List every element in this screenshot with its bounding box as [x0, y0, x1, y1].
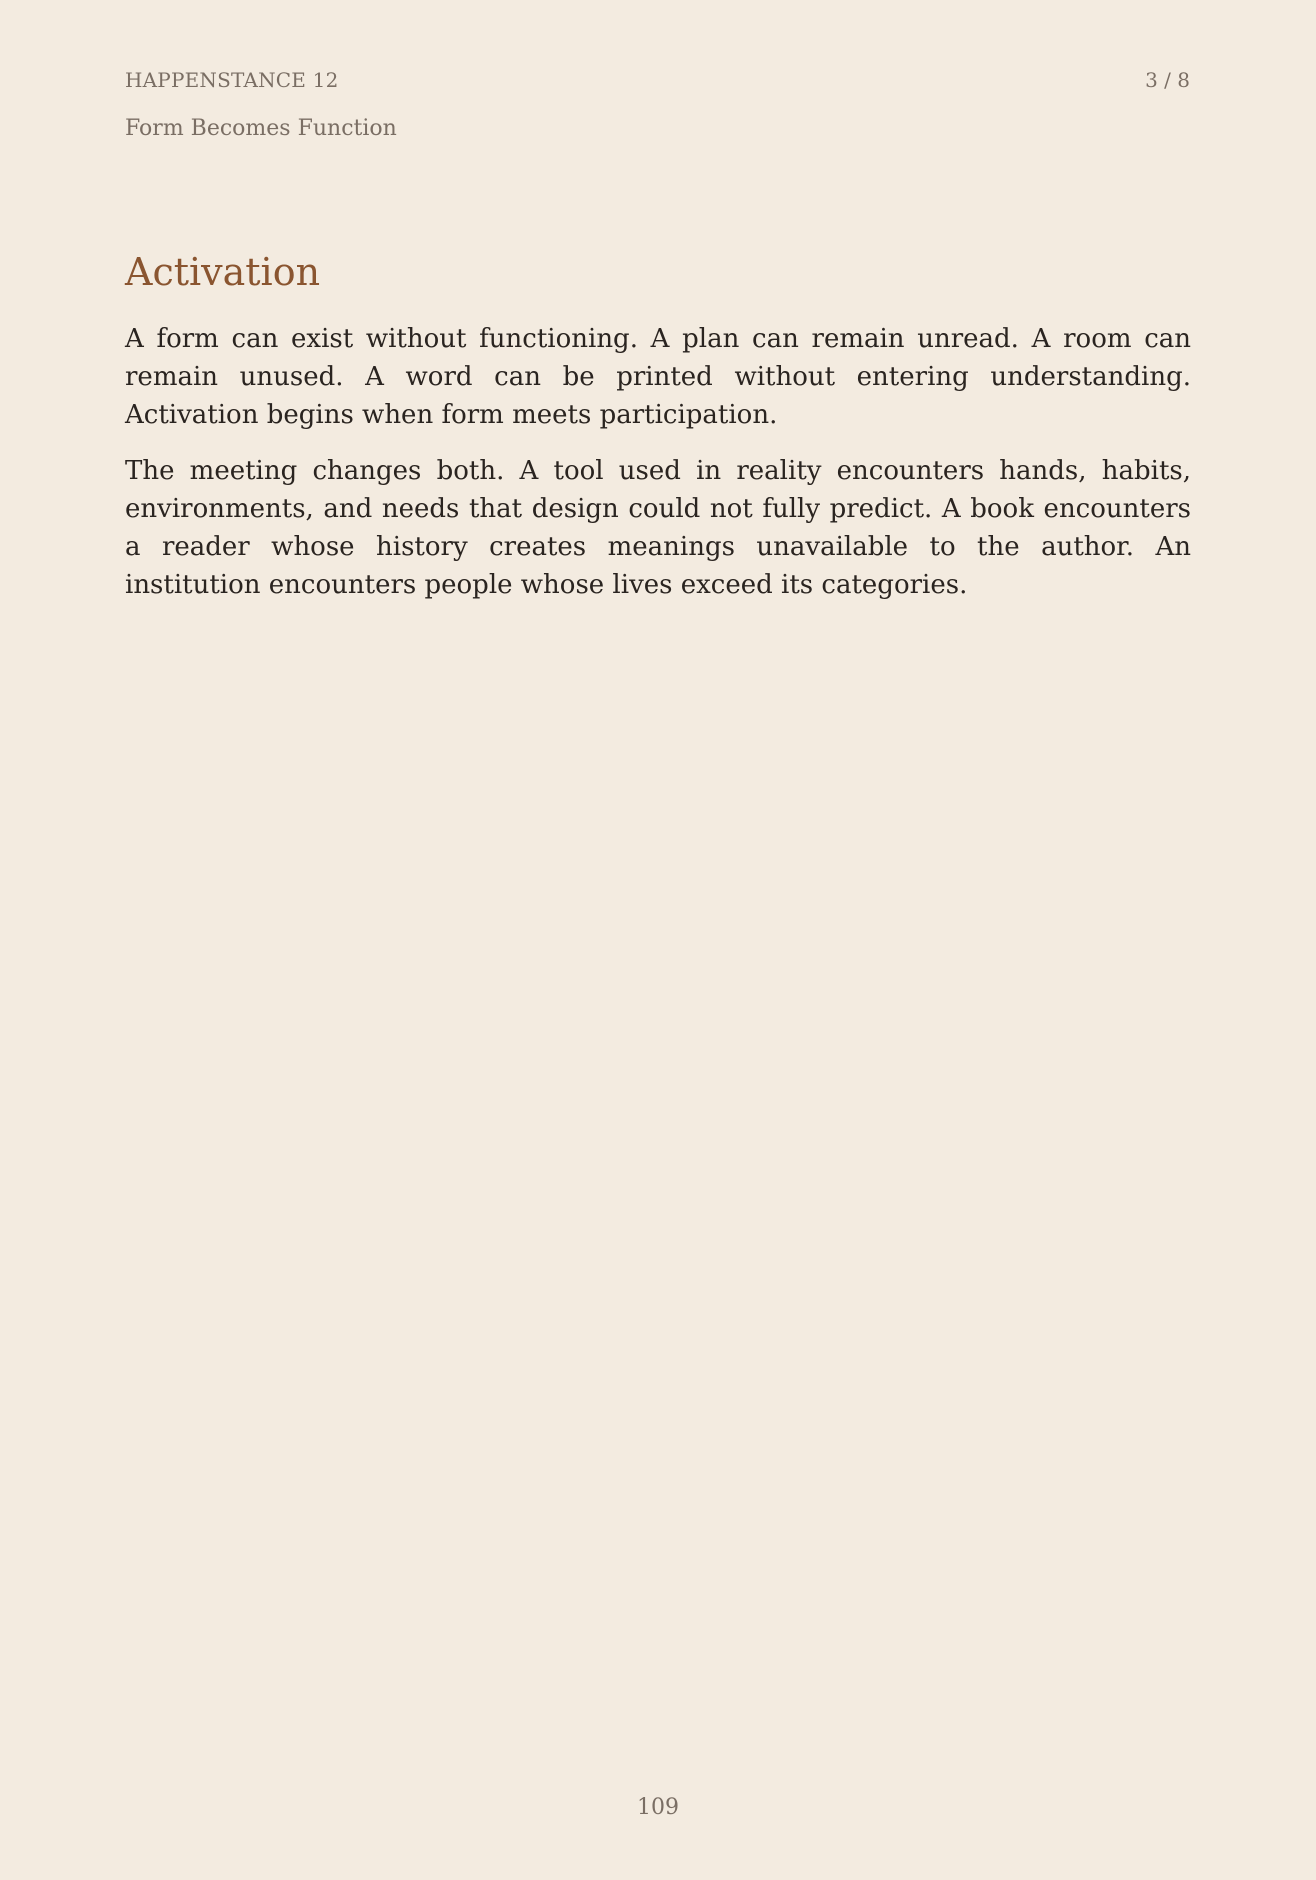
chapter-subtitle: Form Becomes Function: [125, 116, 397, 141]
page-progress: 3 / 8: [1145, 68, 1190, 92]
main-content: [125, 250, 1191, 622]
running-title: HAPPENSTANCE 12: [125, 68, 339, 92]
section-heading: Activation: [125, 250, 321, 294]
page-number: 109: [637, 1795, 679, 1820]
paragraph: A form can exist without functioning. A plan can remain unread. A room can remain unused. A word can be printed without entering understanding. Activation begins when form meets participation.: [125, 323, 1191, 430]
paragraph: The meeting changes both. A tool used in reality encounters hands, habits, environments, and needs that design could not fully predict. A book encounters a reader whose history creates meanings unavailable to the author. An institution encounters people whose lives exceed its categories.: [125, 455, 1191, 600]
